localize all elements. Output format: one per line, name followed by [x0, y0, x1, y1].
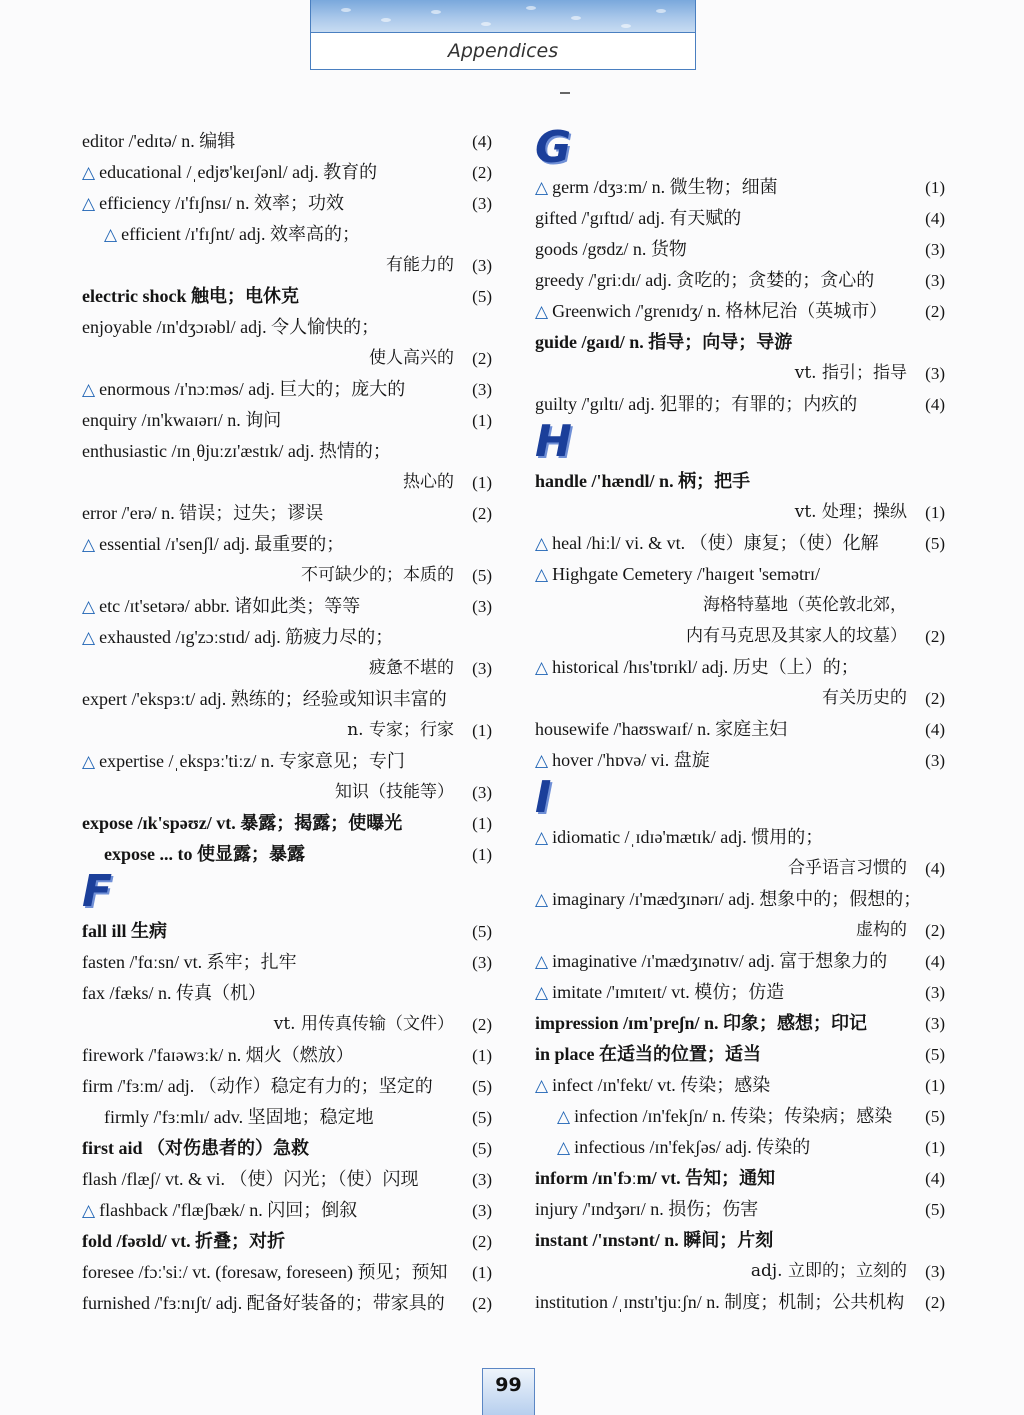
unit-number: (2) — [925, 302, 945, 321]
triangle-marker-icon: △ — [535, 751, 549, 771]
unit-number: (4) — [925, 720, 945, 739]
entry-text: imitate /'ɪmɪteɪt/ vt. 模仿；仿造 — [552, 982, 785, 1002]
unit-number: (3) — [925, 751, 945, 770]
section-letter — [82, 866, 492, 917]
triangle-marker-icon: △ — [82, 628, 96, 648]
triangle-marker-icon: △ — [82, 535, 96, 555]
unit-number: (5) — [925, 534, 945, 553]
page-number-tab — [482, 1368, 535, 1415]
entry-text: fax /fæks/ n. 传真（机） — [82, 983, 266, 1003]
triangle-marker-icon: △ — [557, 1138, 571, 1158]
glossary-entry — [535, 977, 945, 1008]
entry-text: firm /'fɜːm/ adj. （动作）稳定有力的；坚定的 — [82, 1076, 433, 1096]
entry-text: expose /ɪk'spəʊz/ vt. 暴露；揭露；使曝光 — [82, 813, 403, 833]
entry-text: 热心的 — [403, 472, 454, 492]
entry-text: goods /gʊdz/ n. 货物 — [535, 239, 687, 259]
glossary-entry — [82, 498, 492, 529]
glossary-entry — [535, 296, 945, 327]
triangle-marker-icon: △ — [535, 890, 549, 910]
triangle-marker-icon: △ — [535, 983, 549, 1003]
binding-mark — [560, 92, 570, 94]
entry-text: n. 专家；行家 — [347, 720, 454, 740]
unit-number: (3) — [472, 659, 492, 678]
entry-text: injury /'ɪndʒərɪ/ n. 损伤；伤害 — [535, 1199, 759, 1219]
entry-text: 使人高兴的 — [369, 348, 454, 368]
unit-number: (3) — [925, 983, 945, 1002]
entry-text: editor /'edɪtə/ n. 编辑 — [82, 131, 236, 151]
glossary-entry — [82, 1257, 492, 1288]
glossary-entry — [535, 327, 945, 358]
entry-text: guilty /'gɪltɪ/ adj. 犯罪的；有罪的；内疚的 — [535, 394, 858, 414]
entry-text: etc /ɪt'setərə/ abbr. 诸如此类；等等 — [99, 596, 361, 616]
entry-text: 疲惫不堪的 — [369, 658, 454, 678]
glossary-entry-continuation — [535, 621, 945, 652]
unit-number: (3) — [925, 240, 945, 259]
triangle-marker-icon: △ — [557, 1107, 571, 1127]
glossary-entry-continuation — [82, 560, 492, 591]
entry-text: fasten /'fɑːsn/ vt. 系牢；扎牢 — [82, 952, 297, 972]
glossary-entry — [535, 1163, 945, 1194]
glossary-entry-continuation — [82, 715, 492, 746]
entry-text: electric shock 触电；电休克 — [82, 286, 299, 306]
entry-text: institution /ˌɪnstɪ'tjuːʃn/ n. 制度；机制；公共机构 — [535, 1292, 905, 1312]
page-number: 99 — [495, 1374, 522, 1396]
section-letter — [535, 416, 945, 467]
glossary-entry — [82, 312, 492, 343]
glossary-entry — [535, 1101, 945, 1132]
unit-number: (3) — [472, 953, 492, 972]
glossary-entry-continuation — [535, 683, 945, 714]
entry-text: imaginative /ɪ'mædʒɪnətɪv/ adj. 富于想象力的 — [552, 951, 888, 971]
entry-text: enquiry /ɪn'kwaɪərɪ/ n. 询问 — [82, 410, 282, 430]
entry-text: hover /'hɒvə/ vi. 盘旋 — [552, 750, 710, 770]
unit-number: (3) — [925, 364, 945, 383]
unit-number: (1) — [472, 411, 492, 430]
section-letter — [535, 772, 945, 823]
triangle-marker-icon: △ — [535, 302, 549, 322]
entry-text: enormous /ɪ'nɔːməs/ adj. 巨大的；庞大的 — [99, 379, 406, 399]
glossary-entry-continuation — [535, 915, 945, 946]
triangle-marker-icon: △ — [82, 163, 96, 183]
unit-number: (4) — [925, 1169, 945, 1188]
unit-number: (1) — [472, 845, 492, 864]
unit-number: (3) — [472, 380, 492, 399]
entry-text: instant /'ɪnstənt/ n. 瞬间；片刻 — [535, 1230, 774, 1250]
entry-text: infectious /ɪn'fekʃəs/ adj. 传染的 — [574, 1137, 811, 1157]
glossary-entry — [82, 1040, 492, 1071]
entry-text: adj. 立即的；立刻的 — [750, 1261, 907, 1281]
section-letter-label: G — [535, 122, 572, 173]
glossary-entry — [535, 1225, 945, 1256]
entry-text: efficient /ɪ'fɪʃnt/ adj. 效率高的； — [121, 224, 360, 244]
glossary-entry-continuation — [535, 590, 945, 621]
unit-number: (5) — [925, 1107, 945, 1126]
unit-number: (5) — [472, 287, 492, 306]
glossary-entry — [82, 126, 492, 157]
glossary-entry — [82, 808, 492, 839]
unit-number: (4) — [925, 209, 945, 228]
entry-text: expert /'ekspɜːt/ adj. 熟练的；经验或知识丰富的 — [82, 689, 447, 709]
glossary-entry-continuation — [535, 853, 945, 884]
entry-text: handle /'hændl/ n. 柄；把手 — [535, 471, 751, 491]
unit-number: (3) — [472, 256, 492, 275]
entry-text: educational /ˌedjʊ'keɪʃənl/ adj. 教育的 — [99, 162, 378, 182]
glossary-entry — [535, 1008, 945, 1039]
unit-number: (3) — [925, 1262, 945, 1281]
unit-number: (2) — [925, 1293, 945, 1312]
glossary-entry — [535, 389, 945, 420]
glossary-entry — [82, 374, 492, 405]
entry-text: efficiency /ɪ'fɪʃnsɪ/ n. 效率；功效 — [99, 193, 344, 213]
triangle-marker-icon: △ — [535, 178, 549, 198]
glossary-entry — [82, 157, 492, 188]
entry-text: 有关历史的 — [822, 688, 907, 708]
entry-text: 合乎语言习惯的 — [788, 858, 907, 878]
entry-text: essential /ɪ'senʃl/ adj. 最重要的； — [99, 534, 345, 554]
glossary-entry — [535, 946, 945, 977]
glossary-entry — [82, 684, 492, 715]
glossary-entry-continuation — [82, 467, 492, 498]
entry-text: Highgate Cemetery /'haɪgeɪt 'semətrɪ/ — [552, 564, 820, 584]
glossary-entry — [535, 1070, 945, 1101]
appendices-header — [310, 0, 696, 70]
glossary-entry — [82, 405, 492, 436]
header-decoration-band — [311, 0, 695, 33]
entry-text: expose ... to 使显露；暴露 — [104, 844, 305, 864]
entry-text: error /'erə/ n. 错误；过失；谬误 — [82, 503, 324, 523]
glossary-entry-continuation — [82, 653, 492, 684]
entry-text: inform /ɪn'fɔːm/ vt. 告知；通知 — [535, 1168, 776, 1188]
entry-text: imaginary /ɪ'mædʒɪnərɪ/ adj. 想象中的；假想的； — [552, 889, 922, 909]
glossary-entry — [535, 265, 945, 296]
glossary-entry — [535, 203, 945, 234]
glossary-entry — [82, 1164, 492, 1195]
triangle-marker-icon: △ — [82, 194, 96, 214]
unit-number: (2) — [925, 921, 945, 940]
triangle-marker-icon: △ — [82, 752, 96, 772]
unit-number: (3) — [472, 783, 492, 802]
unit-number: (3) — [925, 271, 945, 290]
unit-number: (1) — [472, 1263, 492, 1282]
entry-text: vt. 处理；操纵 — [794, 502, 907, 522]
glossary-entry — [82, 947, 492, 978]
glossary-entry — [535, 1194, 945, 1225]
unit-number: (4) — [925, 952, 945, 971]
entry-text: firework /'faɪəwɜːk/ n. 烟火（燃放） — [82, 1045, 354, 1065]
triangle-marker-icon: △ — [104, 225, 118, 245]
entry-text: historical /hɪs'tɒrɪkl/ adj. 历史（上）的； — [552, 657, 859, 677]
glossary-entry — [535, 234, 945, 265]
glossary-entry — [535, 559, 945, 590]
entry-text: firmly /'fɜːmlɪ/ adv. 坚固地；稳定地 — [104, 1107, 374, 1127]
unit-number: (5) — [472, 1108, 492, 1127]
unit-number: (2) — [925, 627, 945, 646]
triangle-marker-icon: △ — [535, 658, 549, 678]
glossary-entry — [82, 839, 492, 870]
entry-text: infect /ɪn'fekt/ vt. 传染；感染 — [552, 1075, 771, 1095]
unit-number: (1) — [472, 814, 492, 833]
glossary-entry — [82, 1133, 492, 1164]
unit-number: (2) — [925, 689, 945, 708]
glossary-entry — [82, 622, 492, 653]
triangle-marker-icon: △ — [535, 534, 549, 554]
entry-text: housewife /'haʊswaɪf/ n. 家庭主妇 — [535, 719, 788, 739]
entry-text: heal /hiːl/ vi. & vt. （使）康复；（使）化解 — [552, 533, 879, 553]
triangle-marker-icon: △ — [82, 597, 96, 617]
section-letter — [535, 122, 945, 173]
glossary-column-right — [535, 122, 945, 1318]
entry-text: furnished /'fɜːnɪʃt/ adj. 配备好装备的；带家具的 — [82, 1293, 445, 1313]
section-letter-label: H — [535, 416, 572, 467]
section-letter-label: I — [535, 772, 552, 823]
entry-text: in place 在适当的位置；适当 — [535, 1044, 762, 1064]
entry-text: 知识（技能等） — [335, 782, 454, 802]
unit-number: (3) — [472, 597, 492, 616]
unit-number: (4) — [925, 859, 945, 878]
unit-number: (2) — [472, 1015, 492, 1034]
glossary-entry-continuation — [535, 497, 945, 528]
triangle-marker-icon: △ — [535, 952, 549, 972]
unit-number: (2) — [472, 163, 492, 182]
entry-text: impression /ɪm'preʃn/ n. 印象；感想；印记 — [535, 1013, 867, 1033]
entry-text: expertise /ˌekspɜː'tiːz/ n. 专家意见；专门 — [99, 751, 405, 771]
entry-text: Greenwich /'grenɪdʒ/ n. 格林尼治（英城市） — [552, 301, 888, 321]
unit-number: (5) — [472, 566, 492, 585]
triangle-marker-icon: △ — [82, 380, 96, 400]
entry-text: flashback /'flæʃbæk/ n. 闪回；倒叙 — [99, 1200, 358, 1220]
entry-text: flash /flæʃ/ vt. & vi. （使）闪光；（使）闪现 — [82, 1169, 419, 1189]
glossary-entry-continuation — [82, 777, 492, 808]
glossary-entry — [82, 916, 492, 947]
entry-text: fold /fəʊld/ vt. 折叠；对折 — [82, 1231, 286, 1251]
entry-text: gifted /'gɪftɪd/ adj. 有天赋的 — [535, 208, 742, 228]
entry-text: foresee /fɔː'siː/ vt. (foresaw, foreseen) 预见；预知 — [82, 1262, 448, 1282]
glossary-entry — [535, 528, 945, 559]
unit-number: (3) — [925, 1014, 945, 1033]
unit-number: (5) — [925, 1200, 945, 1219]
glossary-entry — [535, 1039, 945, 1070]
entry-text: fall ill 生病 — [82, 921, 167, 941]
entry-text: germ /dʒɜːm/ n. 微生物；细菌 — [552, 177, 778, 197]
section-letter-label: F — [82, 866, 113, 917]
entry-text: 有能力的 — [386, 255, 454, 275]
entry-text: 内有马克思及其家人的坟墓） — [686, 626, 907, 646]
glossary-entry — [82, 746, 492, 777]
entry-text: vt. 用传真传输（文件） — [273, 1014, 454, 1034]
entry-text: greedy /'griːdɪ/ adj. 贪吃的；贪婪的；贪心的 — [535, 270, 875, 290]
glossary-entry — [535, 466, 945, 497]
triangle-marker-icon: △ — [82, 1201, 96, 1221]
unit-number: (1) — [925, 503, 945, 522]
entry-text: 海格特墓地（英伦敦北郊， — [703, 595, 907, 615]
entry-text: vt. 指引；指导 — [794, 363, 907, 383]
glossary-entry-continuation — [535, 358, 945, 389]
glossary-entry — [82, 978, 492, 1009]
header-title: Appendices — [447, 40, 559, 62]
triangle-marker-icon: △ — [535, 828, 549, 848]
glossary-entry — [82, 591, 492, 622]
entry-text: idiomatic /ˌɪdɪə'mætɪk/ adj. 惯用的； — [552, 827, 824, 847]
glossary-entry — [535, 745, 945, 776]
glossary-entry-continuation — [82, 343, 492, 374]
unit-number: (1) — [472, 473, 492, 492]
glossary-entry-continuation — [82, 1009, 492, 1040]
unit-number: (5) — [472, 1139, 492, 1158]
glossary-entry — [82, 436, 492, 467]
glossary-entry — [82, 1102, 492, 1133]
unit-number: (1) — [472, 1046, 492, 1065]
entry-text: guide /gaɪd/ n. 指导；向导；导游 — [535, 332, 793, 352]
triangle-marker-icon: △ — [535, 1076, 549, 1096]
unit-number: (5) — [472, 1077, 492, 1096]
entry-text: first aid （对伤患者的）急救 — [82, 1138, 309, 1158]
glossary-entry — [535, 652, 945, 683]
glossary-entry — [535, 1132, 945, 1163]
entry-text: enthusiastic /ɪnˌθjuːzɪ'æstɪk/ adj. 热情的； — [82, 441, 391, 461]
glossary-entry — [535, 822, 945, 853]
glossary-entry — [535, 1287, 945, 1318]
glossary-entry — [82, 219, 492, 250]
glossary-entry — [535, 884, 945, 915]
glossary-entry — [535, 172, 945, 203]
unit-number: (2) — [472, 1294, 492, 1313]
unit-number: (1) — [925, 1138, 945, 1157]
glossary-entry — [82, 1288, 492, 1319]
unit-number: (3) — [472, 1170, 492, 1189]
glossary-entry-continuation — [535, 1256, 945, 1287]
glossary-entry-continuation — [82, 250, 492, 281]
entry-text: enjoyable /ɪn'dʒɔɪəbl/ adj. 令人愉快的； — [82, 317, 380, 337]
entry-text: 虚构的 — [856, 920, 907, 940]
glossary-column-left — [82, 126, 492, 1319]
glossary-entry — [82, 529, 492, 560]
glossary-entry — [82, 1195, 492, 1226]
unit-number: (3) — [472, 194, 492, 213]
unit-number: (2) — [472, 349, 492, 368]
unit-number: (2) — [472, 504, 492, 523]
unit-number: (5) — [925, 1045, 945, 1064]
unit-number: (2) — [472, 1232, 492, 1251]
glossary-entry — [82, 281, 492, 312]
unit-number: (4) — [925, 395, 945, 414]
glossary-entry — [82, 188, 492, 219]
glossary-entry — [82, 1226, 492, 1257]
triangle-marker-icon: △ — [535, 565, 549, 585]
unit-number: (1) — [925, 1076, 945, 1095]
unit-number: (1) — [472, 721, 492, 740]
glossary-entry — [82, 1071, 492, 1102]
entry-text: 不可缺少的；本质的 — [301, 565, 454, 585]
unit-number: (3) — [472, 1201, 492, 1220]
unit-number: (5) — [472, 922, 492, 941]
unit-number: (1) — [925, 178, 945, 197]
glossary-entry — [535, 714, 945, 745]
unit-number: (4) — [472, 132, 492, 151]
entry-text: exhausted /ɪg'zɔːstɪd/ adj. 筋疲力尽的； — [99, 627, 394, 647]
entry-text: infection /ɪn'fekʃn/ n. 传染；传染病；感染 — [574, 1106, 893, 1126]
